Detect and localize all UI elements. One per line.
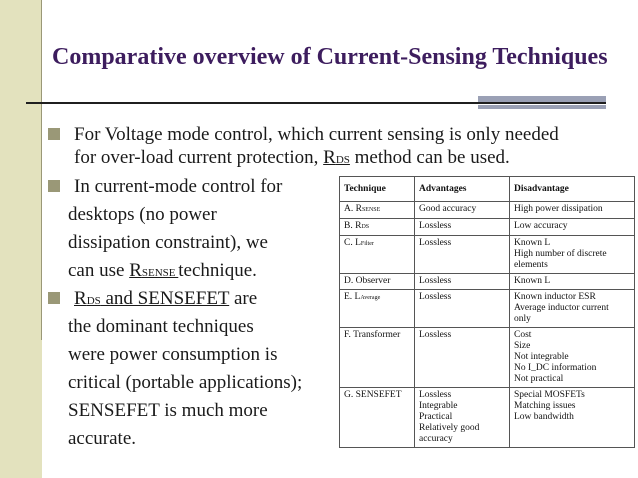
cell-technique: E. LAverage [340, 290, 415, 328]
cell-advantages: Lossless [415, 290, 510, 328]
cell-advantages: Lossless Integrable Practical Relatively good accuracy [415, 388, 510, 448]
cell-technique: A. RSENSE [340, 202, 415, 219]
title-rule-accent-bottom [478, 105, 606, 109]
bullet1-line1: For Voltage mode control, which current sensing is only needed [74, 124, 559, 145]
bullet3-line3: were power consumption is [68, 344, 278, 365]
slide-title: Comparative overview of Current-Sensing Techniques [52, 44, 608, 70]
bullet-marker-1 [48, 128, 60, 140]
bullet3-line2: the dominant techniques [68, 316, 254, 337]
header-technique: Technique [340, 177, 415, 202]
cell-disadvantage: Special MOSFETs Matching issues Low bandwidth [510, 388, 635, 448]
cell-disadvantage: Known L [510, 274, 635, 290]
comparison-table [339, 176, 635, 448]
header-advantages: Advantages [415, 177, 510, 202]
table-row [340, 274, 635, 290]
cell-disadvantage: Known L High number of discrete elements [510, 236, 635, 274]
title-rule-accent-top [478, 96, 606, 102]
bullet3-line6: accurate. [68, 428, 137, 449]
cell-disadvantage: Known inductor ESR Average inductor current only [510, 290, 635, 328]
table-row [340, 290, 635, 328]
bullet2-line1: In current-mode control for [74, 176, 283, 197]
header-disadvantage: Disadvantage [510, 177, 635, 202]
table-body [340, 202, 635, 448]
cell-technique: G. SENSEFET [340, 388, 415, 448]
cell-advantages: Lossless [415, 236, 510, 274]
bullet1-line2: for over-load current protection, RDS method can be used. [74, 147, 510, 168]
cell-disadvantage: High power dissipation [510, 202, 635, 219]
cell-technique: C. LFilter [340, 236, 415, 274]
slide-side-line [41, 0, 42, 340]
bullet3-line4: critical (portable applications); [68, 372, 303, 393]
cell-disadvantage: Cost Size Not integrable No I_DC information Not practical [510, 328, 635, 388]
cell-disadvantage: Low accuracy [510, 219, 635, 236]
table-row [340, 328, 635, 388]
cell-technique: F. Transformer [340, 328, 415, 388]
cell-advantages: Lossless [415, 274, 510, 290]
bullet3-line1: RDS and SENSEFET are [74, 288, 258, 309]
table-row [340, 219, 635, 236]
cell-technique: B. RDS [340, 219, 415, 236]
title-rule [26, 102, 606, 104]
cell-advantages: Good accuracy [415, 202, 510, 219]
bullet3-line5: SENSEFET is much more [68, 400, 268, 421]
cell-advantages: Lossless [415, 328, 510, 388]
table-row [340, 388, 635, 448]
bullet2-line4: can use RSENSE technique. [68, 260, 257, 281]
table-header-row [340, 177, 635, 202]
bullet-marker-3 [48, 292, 60, 304]
slide-side-band [0, 0, 42, 478]
bullet-marker-2 [48, 180, 60, 192]
cell-technique: D. Observer [340, 274, 415, 290]
table-row [340, 236, 635, 274]
bullet2-line2: desktops (no power [68, 204, 217, 225]
bullet2-line3: dissipation constraint), we [68, 232, 268, 253]
table-row [340, 202, 635, 219]
cell-advantages: Lossless [415, 219, 510, 236]
